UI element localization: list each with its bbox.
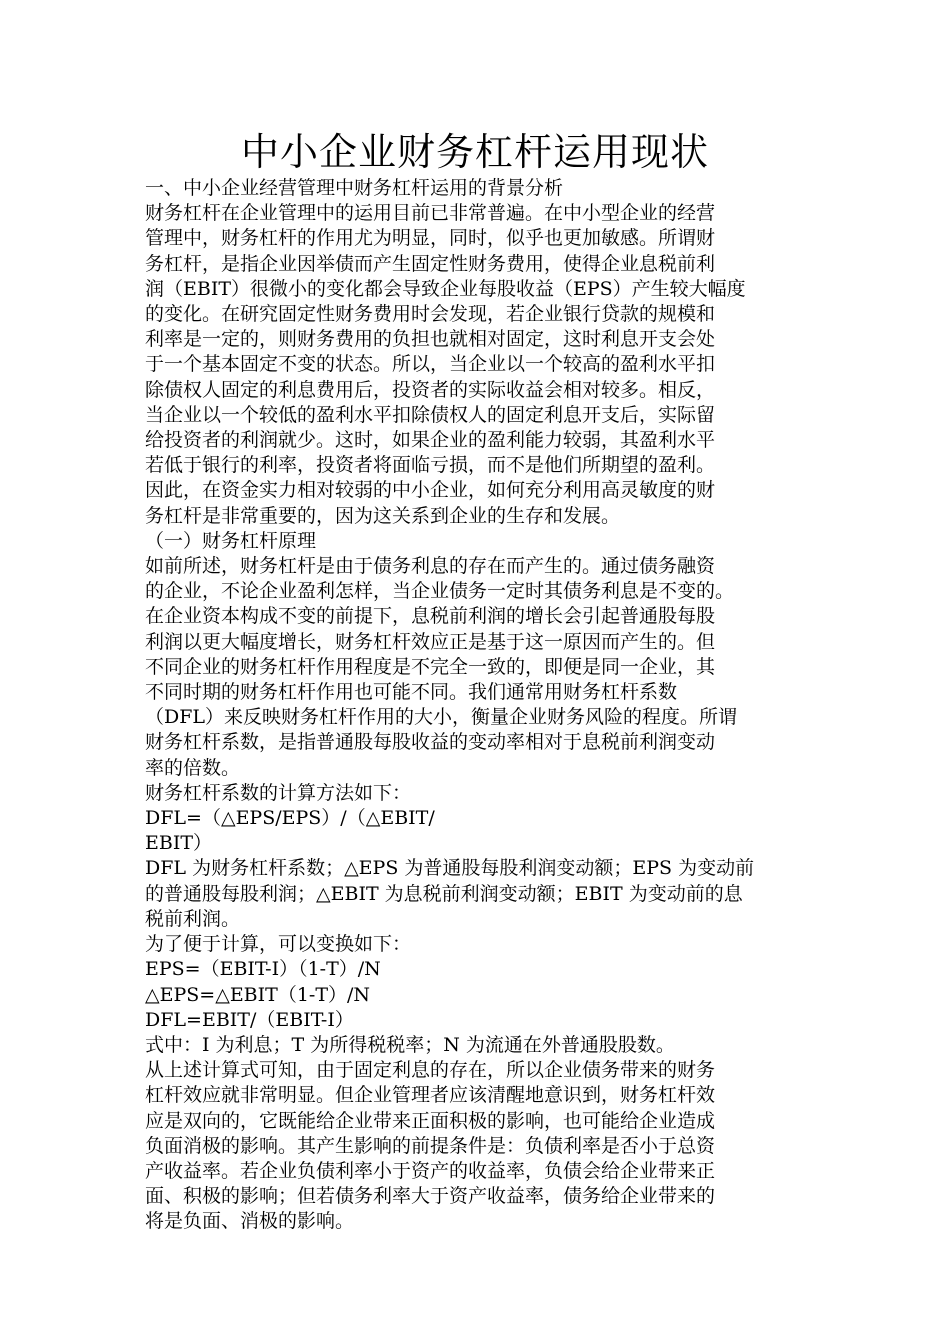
text-line: 务杠杆，是指企业因举债而产生固定性财务费用，使得企业息税前利 (145, 252, 716, 275)
section-heading: （一）财务杠杆原理 (145, 529, 317, 552)
text-line: 当企业以一个较低的盈利水平扣除债权人的固定利息开支后，实际留 (145, 403, 716, 426)
text-line: 润（EBIT）很微小的变化都会导致企业每股收益（EPS）产生较大幅度 (145, 277, 746, 300)
text-line: 式中：I 为利息；T 为所得税税率；N 为流通在外普通股股数。 (145, 1033, 675, 1056)
text-line: 财务杠杆在企业管理中的运用目前已非常普遍。在中小型企业的经营 (145, 202, 716, 225)
document-body (145, 176, 805, 1235)
text-line: 面、积极的影响；但若债务利率大于资产收益率，债务给企业带来的 (145, 1185, 716, 1208)
text-line: 将是负面、消极的影响。 (145, 1210, 355, 1233)
formula-line: EBIT） (145, 832, 213, 855)
text-line: 财务杠杆系数的计算方法如下： (145, 781, 412, 804)
text-line: 管理中，财务杠杆的作用尤为明显，同时，似乎也更加敏感。所谓财 (145, 227, 716, 250)
formula-line: DFL=EBIT/（EBIT-I） (145, 1008, 354, 1031)
formula-line: EPS=（EBIT-I）（1-T）/N (145, 958, 381, 981)
text-line: 如前所述，财务杠杆是由于债务利息的存在而产生的。通过债务融资 (145, 555, 716, 578)
text-line: 一、中小企业经营管理中财务杠杆运用的背景分析 (145, 177, 564, 199)
text-line: 若低于银行的利率，投资者将面临亏损，而不是他们所期望的盈利。 (145, 454, 716, 477)
text-line: DFL 为财务杠杆系数；△EPS 为普通股每股利润变动额；EPS 为变动前 (145, 857, 755, 880)
text-line: 财务杠杆系数，是指普通股每股收益的变动率相对于息税前利润变动 (145, 731, 716, 754)
text-line: 负面消极的影响。其产生影响的前提条件是：负债利率是否小于总资 (145, 1134, 716, 1157)
text-line: 的企业，不论企业盈利怎样，当企业债务一定时其债务利息是不变的。 (145, 580, 735, 603)
page-title: 中小企业财务杠杆运用现状 (240, 130, 709, 174)
text-line: 为了便于计算，可以变换如下： (145, 933, 412, 956)
text-line: 杠杆效应就非常明显。但企业管理者应该清醒地意识到，财务杠杆效 (145, 1084, 716, 1107)
text-line: 除债权人固定的利息费用后，投资者的实际收益会相对较多。相反， (145, 378, 716, 401)
text-line: 率的倍数。 (145, 756, 241, 779)
text-line: 不同时期的财务杠杆作用也可能不同。我们通常用财务杠杆系数 (145, 681, 678, 704)
text-line: 的普通股每股利润；△EBIT 为息税前利润变动额；EBIT 为变动前的息 (145, 882, 743, 905)
document-page (145, 128, 805, 1235)
formula-line: △EPS=△EBIT（1-T）/N (145, 983, 371, 1006)
formula-line: DFL=（△EPS/EPS）/（△EBIT/ (145, 807, 435, 830)
text-line: 在企业资本构成不变的前提下，息税前利润的增长会引起普通股每股 (145, 605, 716, 628)
text-line: 利率是一定的，则财务费用的负担也就相对固定，这时利息开支会处 (145, 328, 716, 351)
text-line: （DFL）来反映财务杠杆作用的大小，衡量企业财务风险的程度。所谓 (145, 706, 738, 729)
text-line: 因此，在资金实力相对较弱的中小企业，如何充分利用高灵敏度的财 (145, 479, 716, 502)
text-line: 利润以更大幅度增长，财务杠杆效应正是基于这一原因而产生的。但 (145, 630, 716, 653)
text-line: 给投资者的利润就少。这时，如果企业的盈利能力较弱，其盈利水平 (145, 429, 716, 452)
text-line: 务杠杆是非常重要的，因为这关系到企业的生存和发展。 (145, 504, 621, 527)
text-line: 产收益率。若企业负债利率小于资产的收益率，负债会给企业带来正 (145, 1159, 716, 1182)
text-line: 不同企业的财务杠杆作用程度是不完全一致的，即便是同一企业，其 (145, 655, 716, 678)
text-line: 的变化。在研究固定性财务费用时会发现，若企业银行贷款的规模和 (145, 303, 716, 326)
text-line: 应是双向的，它既能给企业带来正面积极的影响，也可能给企业造成 (145, 1109, 716, 1132)
text-line: 从上述计算式可知，由于固定利息的存在，所以企业债务带来的财务 (145, 1059, 716, 1082)
text-line: 于一个基本固定不变的状态。所以，当企业以一个较高的盈利水平扣 (145, 353, 716, 376)
text-line: 税前利润。 (145, 907, 241, 930)
